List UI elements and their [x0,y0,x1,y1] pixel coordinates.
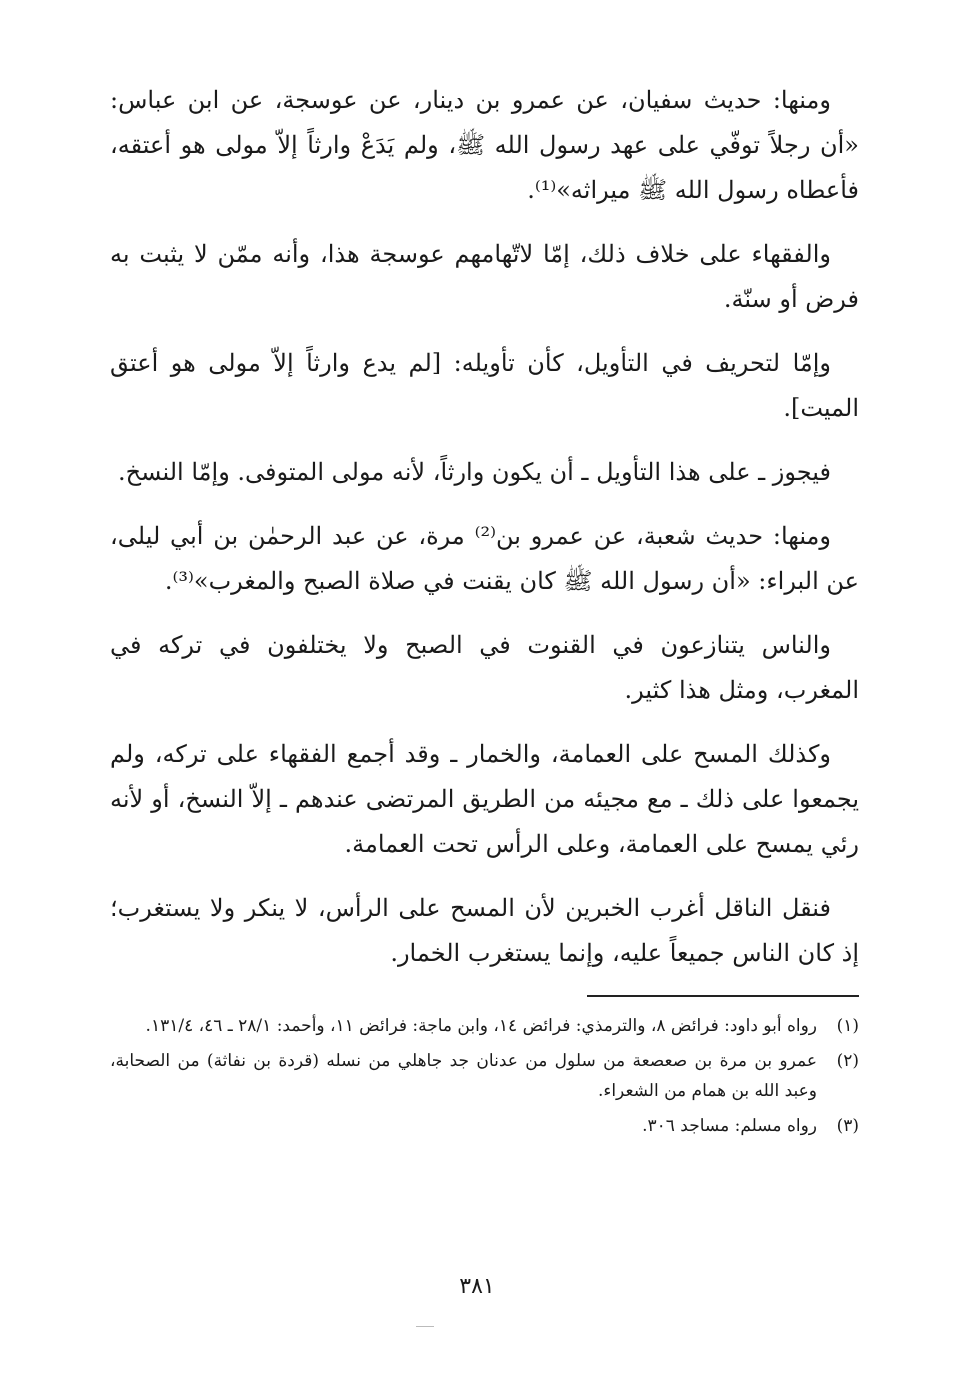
footnote-text: رواه مسلم: مساجد ٣٠٦. [642,1116,817,1136]
paragraph-6: والناس يتنازعون في القنوت في الصبح ولا يختلفون في تركه في المغرب، ومثل هذا كثير. [110,631,859,704]
footnote-number: (٣) [836,1116,859,1136]
footnote-text: عمرو بن مرة بن صعصعة من سلول من عدنان جد جاهلي من نسله (قردة بن نفاثة) من الصحابة، وعبد الله بن همام من الشعراء. [110,1051,817,1101]
paragraph-5: ومنها: حديث شعبة، عن عمرو بن⁽²⁾ مرة، عن عبد الرحمٰن بن أبي ليلى، عن البراء: «أن رسول الله ﷺ كان يقنت في صلاة الصبح والمغرب»⁽³⁾. [110,522,859,595]
main-text [110,78,859,976]
paragraph-1: ومنها: حديث سفيان، عن عمرو بن دينار، عن عوسجة، عن ابن عباس: «أن رجلاً توفّي على عهد رسول الله ﷺ، ولم يَدَعْ وارثاً إلاّ مولى هو أعتقه، فأعطاه رسول الله ﷺ ميراثه»⁽¹⁾. [110,86,859,204]
footnote-1 [110,1011,859,1041]
paragraph-2: والفقهاء على خلاف ذلك، إمّا لاتّهامهم عوسجة هذا، وأنه ممّن لا يثبت به فرض أو سنّة. [110,240,859,313]
footnote-separator [587,995,859,997]
footnote-number: (١) [836,1016,859,1036]
scan-mark [416,1326,434,1327]
paragraph-4: فيجوز ـ على هذا التأويل ـ أن يكون وارثاً، لأنه مولى المتوفى. وإمّا النسخ. [117,458,831,486]
paragraph-8: فنقل الناقل أغرب الخبرين لأن المسح على الرأس، لا ينكر ولا يستغرب؛ إذ كان الناس جميعاً عليه، وإنما يستغرب الخمار. [110,894,859,967]
footnote-2 [110,1046,859,1106]
paragraph-7: وكذلك المسح على العمامة، والخمار ـ وقد أجمع الفقهاء على تركه، ولم يجمعوا على ذلك ـ مع مجيئه من الطريق المرتضى عندهم ـ إلاّ النسخ، أو لأنه رئي يمسح على العمامة، وعلى الرأس تحت العمامة. [110,740,859,858]
page-number: ٣٨١ [459,1274,495,1299]
footnote-number: (٢) [836,1051,859,1071]
footnotes [110,1011,859,1141]
footnote-text: رواه أبو داود: فرائض ٨، والترمذي: فرائض ١٤، وابن ماجة: فرائض ١١، وأحمد: ٢٨/١ ـ ٤٦، ١٣١/٤. [145,1016,817,1036]
footnote-3 [110,1111,859,1141]
paragraph-3: وإمّا لتحريف في التأويل، كأن تأويله: [لم يدع وارثاً إلاّ مولى هو أعتق الميت]. [110,349,859,422]
